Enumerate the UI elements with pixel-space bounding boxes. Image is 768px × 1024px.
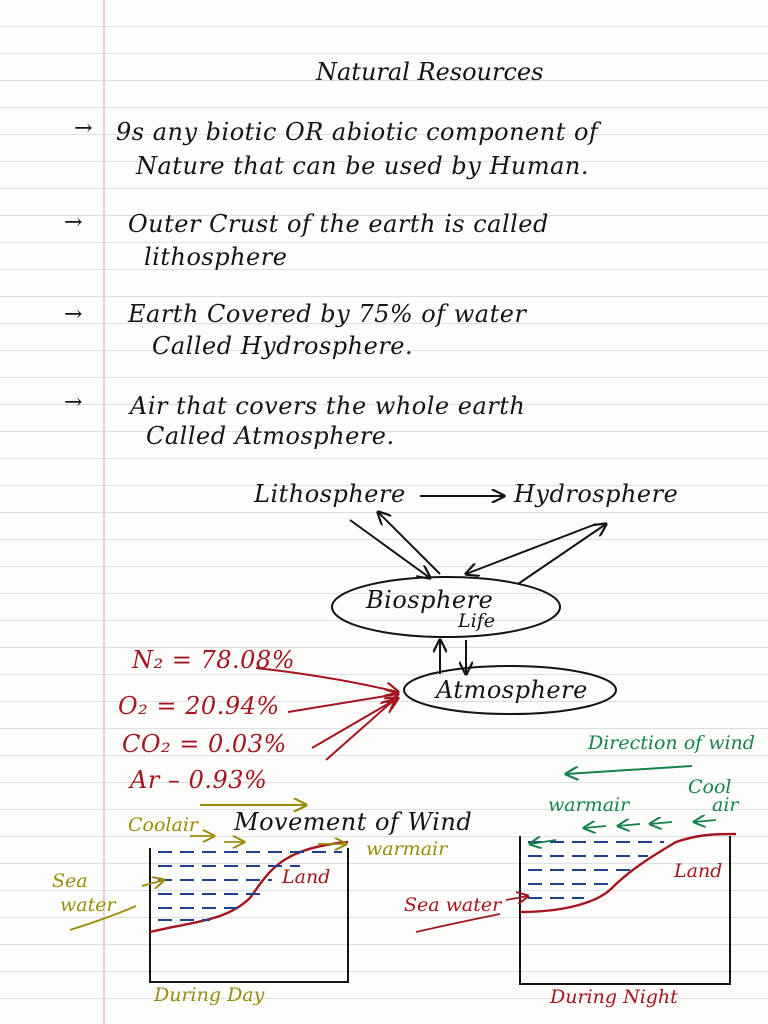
- day-caption: During Day: [154, 984, 265, 1006]
- night-sea-arrow: [506, 896, 528, 900]
- night-warm-air: warmair: [548, 794, 630, 816]
- night-arrow-3: [650, 822, 672, 824]
- bullet-4-line-1: Air that covers the whole earth: [130, 392, 526, 420]
- gas-n2: N₂ = 78.08%: [132, 646, 295, 674]
- bullet-arrow-4: →: [64, 390, 83, 415]
- night-arrow-4: [694, 820, 716, 822]
- wind-heading: Movement of Wind: [234, 808, 473, 836]
- litho-bio-arrow-2: [378, 512, 440, 574]
- gas-arrow-ar: [326, 700, 394, 760]
- bullet-4-line-2: Called Atmosphere.: [146, 422, 395, 450]
- bullet-2-line-2: lithosphere: [144, 243, 288, 271]
- night-land-label: Land: [674, 860, 723, 882]
- night-caption: During Night: [550, 986, 678, 1008]
- label-atmosphere: Atmosphere: [436, 676, 588, 704]
- night-arrow-2: [618, 824, 640, 826]
- label-hydrosphere: Hydrosphere: [514, 480, 679, 508]
- night-sea-label: Sea water: [404, 894, 502, 916]
- bullet-arrow-2: →: [64, 210, 83, 235]
- night-direction-label: Direction of wind: [588, 732, 755, 754]
- night-water: [528, 842, 664, 898]
- night-arrow-1: [584, 826, 606, 828]
- day-sea-label-2: water: [60, 894, 116, 916]
- night-sea-underline: [416, 914, 500, 932]
- litho-bio-arrow-1: [350, 520, 430, 578]
- hydro-bio-arrow-1: [466, 524, 596, 574]
- day-sea-label-1: Sea: [52, 870, 88, 892]
- bullet-1-line-1: 9s any biotic OR abiotic component of: [116, 118, 599, 146]
- bullet-2-line-1: Outer Crust of the earth is called: [128, 210, 549, 238]
- bullet-arrow-1: →: [74, 116, 93, 141]
- bullet-1-line-2: Nature that can be used by Human.: [136, 152, 589, 180]
- night-direction-arrow: [566, 766, 692, 774]
- bullet-arrow-3: →: [64, 302, 83, 327]
- day-land-label: Land: [282, 866, 331, 888]
- bullet-3-line-1: Earth Covered by 75% of water: [128, 300, 527, 328]
- night-cool-label-1: Cool: [688, 776, 732, 798]
- gas-o2: O₂ = 20.94%: [118, 692, 280, 720]
- label-biosphere: Biosphere: [366, 586, 494, 614]
- page-title: Natural Resources: [316, 58, 544, 86]
- hydro-bio-arrow-2: [518, 524, 606, 584]
- gas-co2: CO₂ = 0.03%: [122, 730, 287, 758]
- day-sea-arrow: [142, 880, 164, 886]
- bullet-3-line-2: Called Hydrosphere.: [152, 332, 414, 360]
- label-lithosphere: Lithosphere: [254, 480, 406, 508]
- day-cool-air: Coolair: [128, 814, 198, 836]
- gas-arrow-o2: [288, 694, 398, 712]
- night-cool-label-2: air: [712, 794, 739, 816]
- gas-ar: Ar – 0.93%: [130, 766, 268, 794]
- day-warm-air: warmair: [366, 838, 448, 860]
- label-life: Life: [458, 610, 495, 632]
